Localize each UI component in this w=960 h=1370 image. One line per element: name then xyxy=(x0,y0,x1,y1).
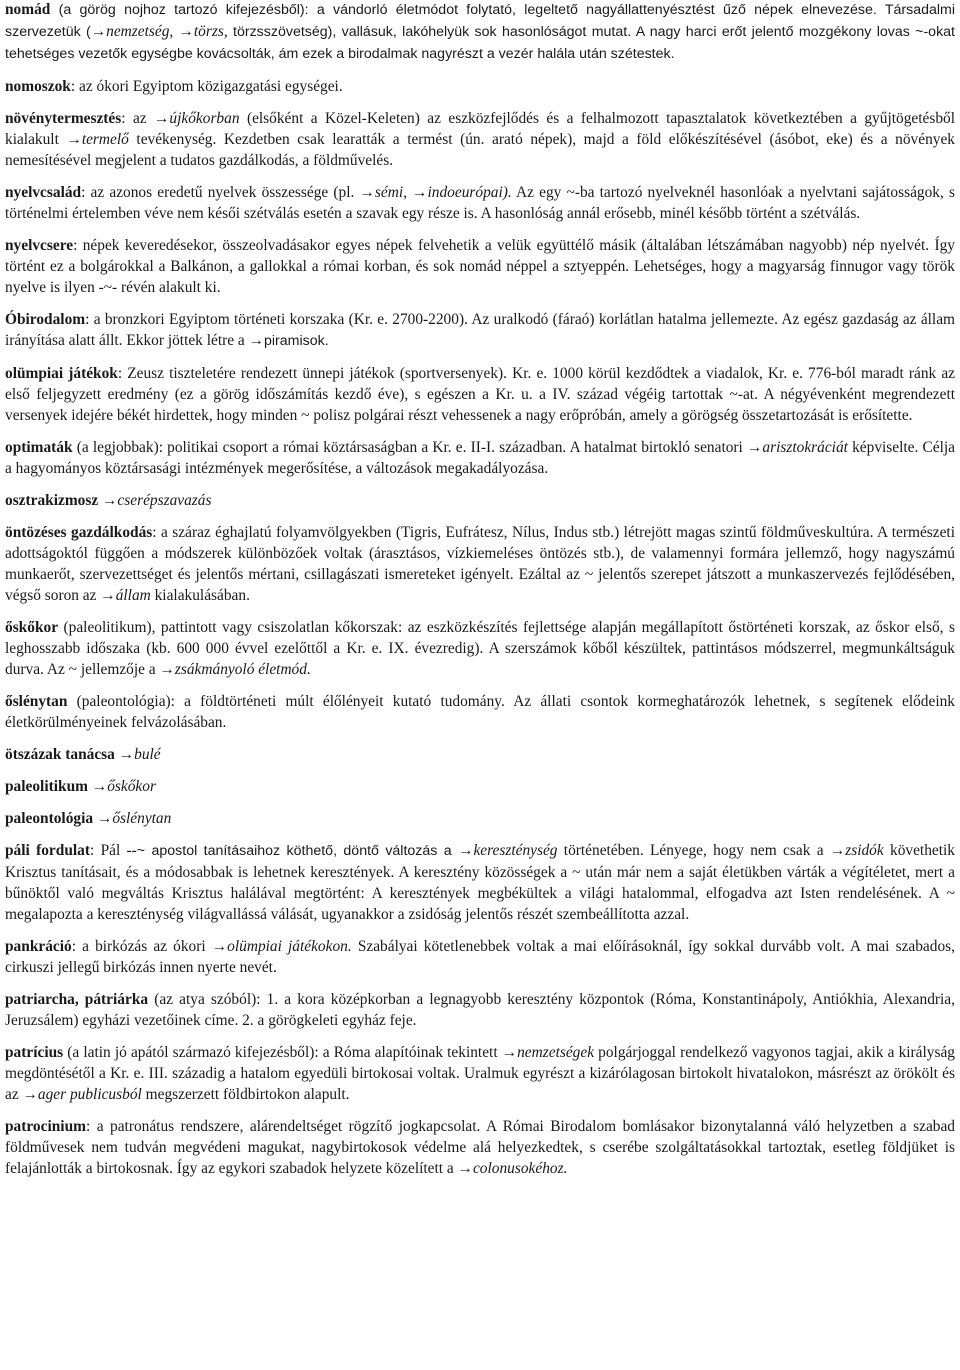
glossary-entry xyxy=(5,617,955,680)
entry-text: kialakulásában. xyxy=(150,587,250,604)
entry-term: paleontológia xyxy=(5,810,94,827)
entry-text: Szabályai kötetlenebbek voltak a mai előírásoknál, így sokkal durvább volt. A mai szabados, cirkuszi jellegű birkózás innen nyerte nevét. xyxy=(5,938,955,976)
cross-reference-link[interactable]: →zsidók xyxy=(829,842,884,859)
entry-term: őskőkor xyxy=(5,619,59,636)
glossary-entry xyxy=(5,235,955,298)
entry-term: öntözéses gazdálkodás xyxy=(5,524,153,541)
entry-text: polgárjoggal rendelkező vagyonos tagjai, akik a királyság megdöntésétől a Kr. e. III. századig a hatalom egyedüli birtokosai voltak. Uralmuk egyrészt a kizárólagosan birtokolt hivatalokon, másrészt az örökölt és az xyxy=(5,1044,955,1103)
entry-term: patrícius xyxy=(5,1044,64,1061)
entry-text: : a száraz éghajlatú folyamvölgyekben (Tigris, Eufrátesz, Nílus, Indus stb.) létrejött magas szintű földműveskultúra. A természeti adottságoktól függően a módszerek különbözőek voltak (árasztásos, vízkiemeléses öntözés stb.), de valamennyi formára jellemző, hogy nagyszámú munkaerőt, szervezettséget és jelentős mértani, csillagászati ismereteket igényelt. Ezáltal az ~ jelentős szerepet játszott a munkaszervezés fejlődésében, végső soron az xyxy=(5,524,955,604)
entry-term: Óbirodalom xyxy=(5,311,86,328)
cross-reference-link[interactable]: →állam xyxy=(100,587,151,604)
cross-reference-link[interactable]: →olümpiai játékokon. xyxy=(211,938,352,955)
entry-text: (a görög nojhoz tartozó kifejezésből): a vándorló életmódot folytató, legeltető nagyállattenyésztést űző népek elnevezése. Társadalmi szervezetük ( xyxy=(5,2,955,40)
entry-text: követhetik Krisztus tanításait, és a módosabbak is lehetnek keresztények. A keresztény közösségek a ~ után már nem a saját életükben várták a végítéletet, mert a bűnöktől való megváltás Krisztus halálával megtörtént: A keresztények megbékültek a világi hatalommal, elfogadva azt Isten rendelésének. A ~ megalapozta a kereszténység világvallássá válását, ugyanakkor a zsidóság jelentős részét szembeállította azzal. xyxy=(5,842,955,923)
cross-reference-link[interactable]: →arisztokráciát xyxy=(747,439,848,456)
entry-term: növénytermesztés xyxy=(5,110,122,127)
glossary-entry xyxy=(5,691,955,733)
entry-text: (az atya szóból): 1. a kora középkorban a legnagyobb keresztény központok (Róma, Konstantinápoly, Antiókhia, Alexandria, Jeruzsálem) egyházi vezetőinek címe. 2. a görögkeleti egyház feje. xyxy=(5,991,955,1029)
cross-reference-link[interactable]: →cserépszavazás xyxy=(102,492,212,509)
cross-reference-link[interactable]: →zsákmányoló életmód. xyxy=(159,661,311,678)
entry-text: : az xyxy=(121,110,155,127)
entry-text: képviselte. Célja a hagyományos köztársasági intézmények megerősítése, a változások megakadályozása. xyxy=(5,439,956,477)
entry-term: ötszázak tanácsa xyxy=(5,746,115,763)
entry-term: olümpiai játékok xyxy=(5,365,118,382)
glossary-entry xyxy=(5,744,955,765)
entry-text: Az egy ~-ba tartozó nyelveknél hasonlóak a nyelvtani sajátosságok, s történelmi értelemben véve nem késői szétválás esetén a szavak egy része is. A hasonlóság annál erősebb, minél később történt a szétválás. xyxy=(5,184,955,222)
entry-term: patrocinium xyxy=(5,1118,86,1135)
entry-text: tevékenység. Kezdetben csak learatták a termést (ún. arató népek), majd a föld előkészítésével (ásóbot, eke) és a növények nemesítésével megjelent a tudatos gazdálkodás, a földművelés. xyxy=(5,131,955,169)
entry-text: (paleolitikum), pattintott vagy csiszolatlan kőkorszak: az eszközkészítés fejlettsége alapján megállapított őstörténeti korszak, az őskor első, s leghosszabb időszaka (kb. 600 000 évvel ezelőttől a Kr. e. IX. évezredig). A szerszámok kőből készültek, pattintásos módszerrel, megmunkáltságuk durva. Az ~ jellemzője a xyxy=(5,619,955,678)
entry-term: őslénytan xyxy=(5,693,68,710)
cross-reference-link[interactable]: →őslénytan xyxy=(96,810,172,827)
glossary-entry xyxy=(5,0,955,65)
glossary-entry xyxy=(5,776,955,797)
entry-text: : Zeusz tiszteletére rendezett ünnepi játékok (sportversenyek). Kr. e. 1000 körül kezdődtek a viadalok, Kr. e. 776-ból maradt ránk az első feljegyzett eredmény (ez a görög időszámítás kezdő éve), s egészen a Kr. u. a IV. század végéig tartottak ~-at. A négyévenként megrendezett versenyek idejére békét hirdettek, hogy minden ~ polisz polgárai részt vehessenek a nagy erőpróbán, amely a görögség összetartozását is erősítette. xyxy=(5,365,955,424)
cross-reference-link[interactable]: →sémi, →indoeurópai). xyxy=(359,184,512,201)
entry-term: optimaták xyxy=(5,439,73,456)
glossary-entry xyxy=(5,182,955,224)
cross-reference-link[interactable]: →őskőkor xyxy=(91,778,156,795)
entry-term: patriarcha, pátriárka xyxy=(5,991,149,1008)
entry-term: nyelvcsere xyxy=(5,237,74,254)
entry-text: történetében. Lényege, hogy nem csak a xyxy=(557,842,830,859)
entry-text: (paleontológia): a földtörténeti múlt élőlényeit kutató tudomány. Az állati csontok kormeghatározók lehetnek, s segítenek elődeink életkörülményeinek felvázolásában. xyxy=(5,693,955,731)
glossary-entry xyxy=(5,363,955,426)
entry-term: osztrakizmosz xyxy=(5,492,99,509)
cross-reference-link[interactable]: →nemzetségek xyxy=(501,1044,595,1061)
glossary-entry xyxy=(5,522,955,606)
glossary-entry xyxy=(5,108,955,171)
glossary-entry xyxy=(5,1042,955,1105)
entry-text: : népek keveredésekor, összeolvadásakor egyes népek felvehetik a velük együttélő másik (általában létszámában nagyobb) nép nyelvét. Így történt ez a bolgárokkal a Balkánon, a gallokkal a római korban, és sok nomád néppel a sztyeppén. Lehetséges, hogy a magyarság finnugor vagy török nyelve is ilyen -~- révén alakult ki. xyxy=(5,237,955,296)
glossary-entry xyxy=(5,309,955,352)
entry-text: : Pál -- xyxy=(89,842,137,859)
cross-reference-link[interactable]: →bulé xyxy=(118,746,161,763)
entry-term: nomoszok xyxy=(5,78,71,95)
glossary-entry xyxy=(5,437,955,479)
entry-text: : a patronátus rendszere, alárendeltséget rögzítő jogkapcsolat. A Római Birodalom bomlásakor bizonytalanná váló helyzetben a szabad földművesek nem tudván megvédeni magukat, nagybirtokosok védelme alá helyezkedtek, s cserébe szolgáltatásokkal tartoztak, esetleg földjüket is felajánlották a birtokosnak. Így az egykori szabadok helyzete közelített a xyxy=(5,1118,955,1177)
entry-text: (a legjobbak): politikai csoport a római köztársaságban a Kr. e. II-I. században. A hatalmat birtokló senatori xyxy=(72,439,748,456)
entry-text: (elsőként a Közel-Keleten) az eszközfejlődés és a felhalmozott tapasztalatok következtében a gyűjtögetésből kialakult xyxy=(5,110,955,148)
entry-text: : a birkózás az ókori xyxy=(71,938,212,955)
entry-text: : az ókori Egyiptom közigazgatási egységei. xyxy=(70,78,343,95)
cross-reference-link[interactable]: →termelő xyxy=(66,131,129,148)
cross-reference-link[interactable]: →nemzetség, →törzs, xyxy=(90,23,228,40)
entry-text: : az azonos eredetű nyelvek összessége (pl. xyxy=(81,184,360,201)
entry-term: nyelvcsalád xyxy=(5,184,82,201)
cross-reference-link[interactable]: →ager publicusból xyxy=(22,1086,142,1103)
glossary-entry xyxy=(5,76,955,97)
entry-text: (a latin jó apától származó kifejezésből): a Róma alapítóinak tekintett xyxy=(63,1044,502,1061)
entry-term: páli fordulat xyxy=(5,842,90,859)
entry-text: törzsszövetség), vallásuk, lakóhelyük sok hasonlóságot mutat. A nagy harci erőt jelentő mozgékony lovas ~-okat tehetséges vezetők egységbe kovácsolták, ám ezek a birodalmak nagyrészt a vezér halála után szétestek. xyxy=(5,24,955,62)
entry-text: piramisok. xyxy=(263,333,329,349)
entry-term: paleolitikum xyxy=(5,778,88,795)
entry-text: : a bronzkori Egyiptom történeti korszaka (Kr. e. 2700-2200). Az uralkodó (fáraó) korlátlan hatalma jellemezte. Az egész gazdaság az állam irányítása alatt állt. Ekkor jöttek létre a → xyxy=(5,311,955,349)
glossary-entry xyxy=(5,936,955,978)
entry-text: ~ apostol tanításaihoz köthető, döntő változás a xyxy=(136,843,459,859)
entry-text: megszerzett földbirtokon alapult. xyxy=(141,1086,350,1103)
glossary-entry xyxy=(5,989,955,1031)
glossary-entry xyxy=(5,808,955,829)
glossary-entry xyxy=(5,1116,955,1179)
cross-reference-link[interactable]: →újkőkorban xyxy=(154,110,240,127)
entry-term: pankráció xyxy=(5,938,72,955)
glossary-entry xyxy=(5,490,955,511)
cross-reference-link[interactable]: →kereszténység xyxy=(458,842,558,859)
cross-reference-link[interactable]: →colonusokéhoz. xyxy=(457,1160,568,1177)
glossary-entry xyxy=(5,840,955,925)
entry-term: nomád xyxy=(5,1,51,18)
